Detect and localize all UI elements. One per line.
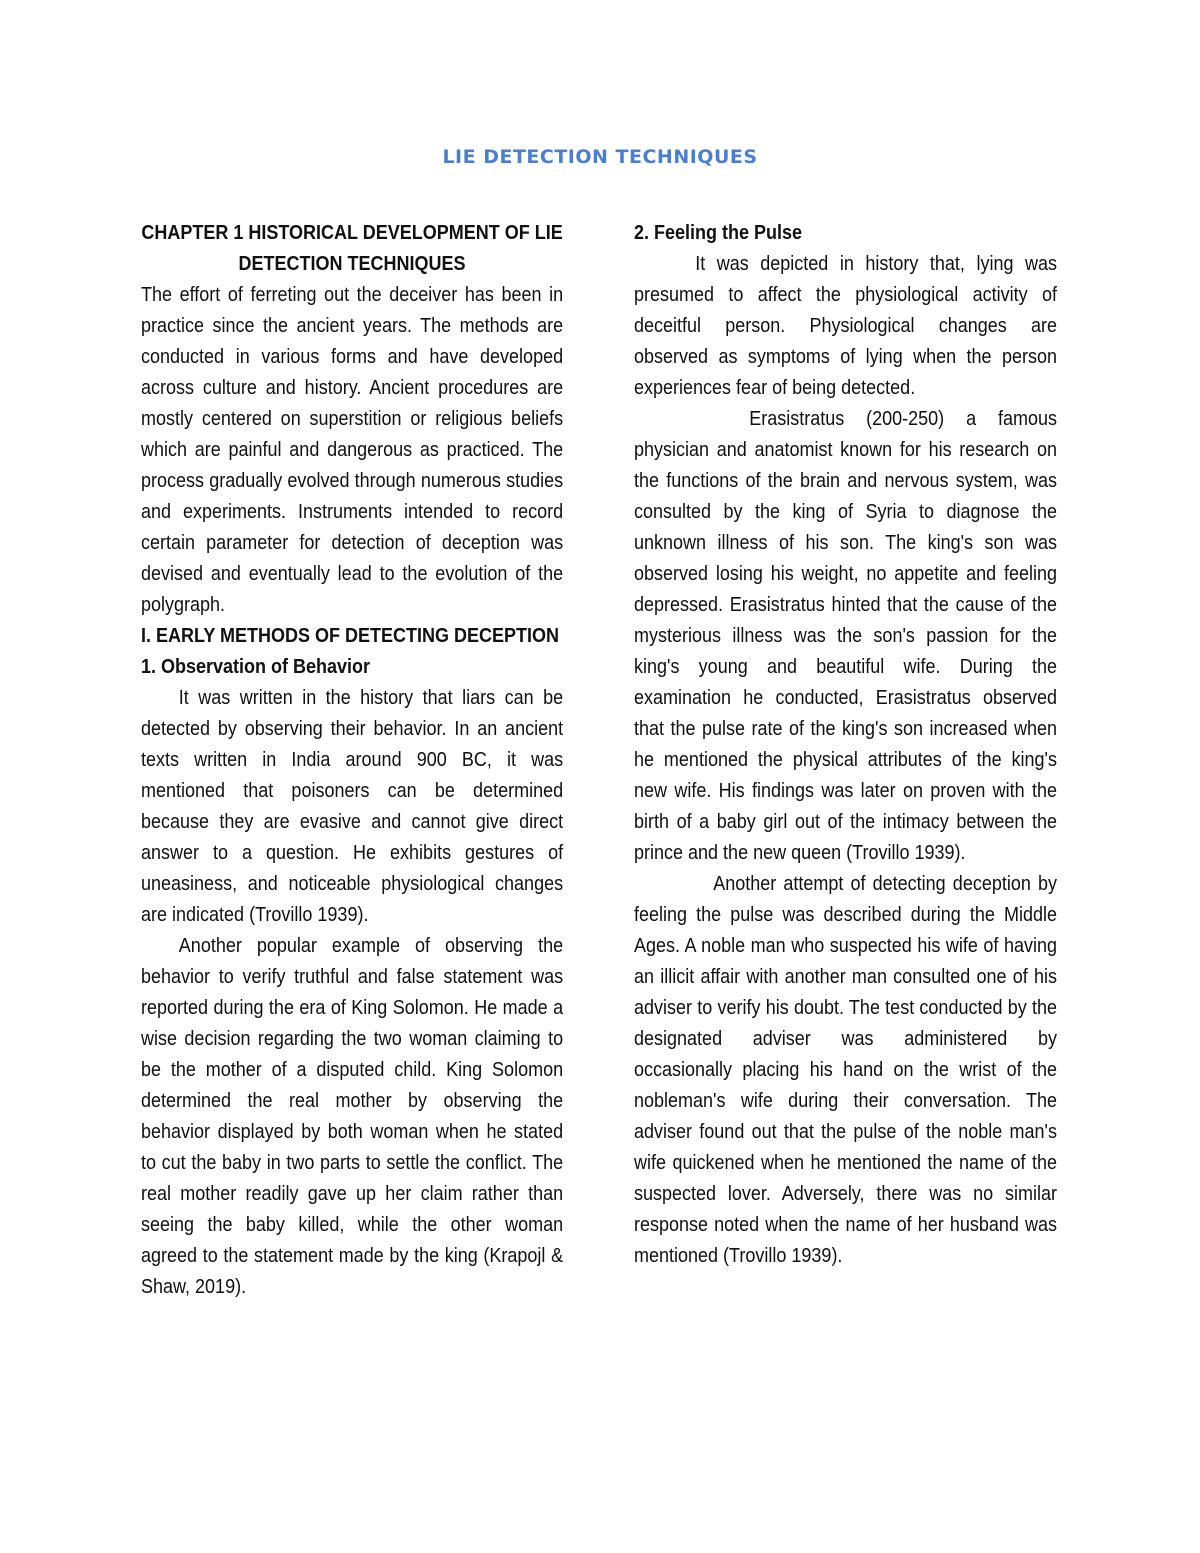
document-title: LIE DETECTION TECHNIQUES <box>442 146 758 168</box>
pulse-paragraph-2: Erasistratus (200-250) a famous physician and anatomist known for his research on the functions of the brain and nervous system, was consulted by the king of Syria to diagnose the unknown illness of his son. The king's son was observed losing his weight, no appetite and feeling depressed. Erasistratus hinted that the cause of the mysterious illness was the son's passion for the king's young and beautiful wife. During the examination he conducted, Erasistratus observed that the pulse rate of the king's son increased when he mentioned the physical attributes of the king's new wife. His findings was later on proven with the birth of a baby girl out of the intimacy between the prince and the new queen (Trovillo 1939). <box>634 408 1057 864</box>
observation-paragraph-2: Another popular example of observing the behavior to verify truthful and false statement was reported during the era of King Solomon. He made a wise decision regarding the two woman claiming to be the mother of a disputed child. King Solomon determined the real mother by observing the behavior displayed by both woman when he stated to cut the baby in two parts to settle the conflict. The real mother readily gave up her claim rather than seeing the baby killed, while the other woman agreed to the statement made by the king (Krapojl & Shaw, 2019). <box>141 935 564 1298</box>
intro-paragraph: The effort of ferreting out the deceiver has been in practice since the ancient years. The methods are conducted in various forms and have developed across culture and history. Ancient procedures are mostly centered on superstition or religious beliefs which are painful and dangerous as practiced. The process gradually evolved through numerous studies and experiments. Instruments intended to record certain parameter for detection of deception was devised and eventually lead to the evolution of the polygraph. <box>141 284 564 616</box>
left-column <box>141 218 563 1303</box>
chapter-heading: CHAPTER 1 HISTORICAL DEVELOPMENT OF LIE DETECTION TECHNIQUES <box>141 222 563 275</box>
pulse-paragraph-1: It was depicted in history that, lying was presumed to affect the physiological activity of deceitful person. Physiological changes are observed as symptoms of lying when the person experiences fear of being detected. <box>634 253 1057 399</box>
subsection-heading-pulse: 2. Feeling the Pulse <box>634 222 803 244</box>
subsection-heading-observation: 1. Observation of Behavior <box>141 656 371 678</box>
pulse-paragraph-3: Another attempt of detecting deception by feeling the pulse was described during the Middle Ages. A noble man who suspected his wife of having an illicit affair with another man consulted one of his adviser to verify his doubt. The test conducted by the designated adviser was administered by occasionally placing his hand on the wrist of the nobleman's wife during their conversation. The adviser found out that the pulse of the noble man's wife quickened when he mentioned the name of the suspected lover. Adversely, there was no similar response noted when the name of her husband was mentioned (Trovillo 1939). <box>634 873 1057 1267</box>
right-column <box>634 218 1057 1272</box>
section-heading-early-methods: I. EARLY METHODS OF DETECTING DECEPTION <box>141 625 560 647</box>
observation-paragraph-1: It was written in the history that liars can be detected by observing their behavior. In an ancient texts written in India around 900 BC, it was mentioned that poisoners can be determined because they are evasive and cannot give direct answer to a question. He exhibits gestures of uneasiness, and noticeable physiological changes are indicated (Trovillo 1939). <box>141 687 564 926</box>
